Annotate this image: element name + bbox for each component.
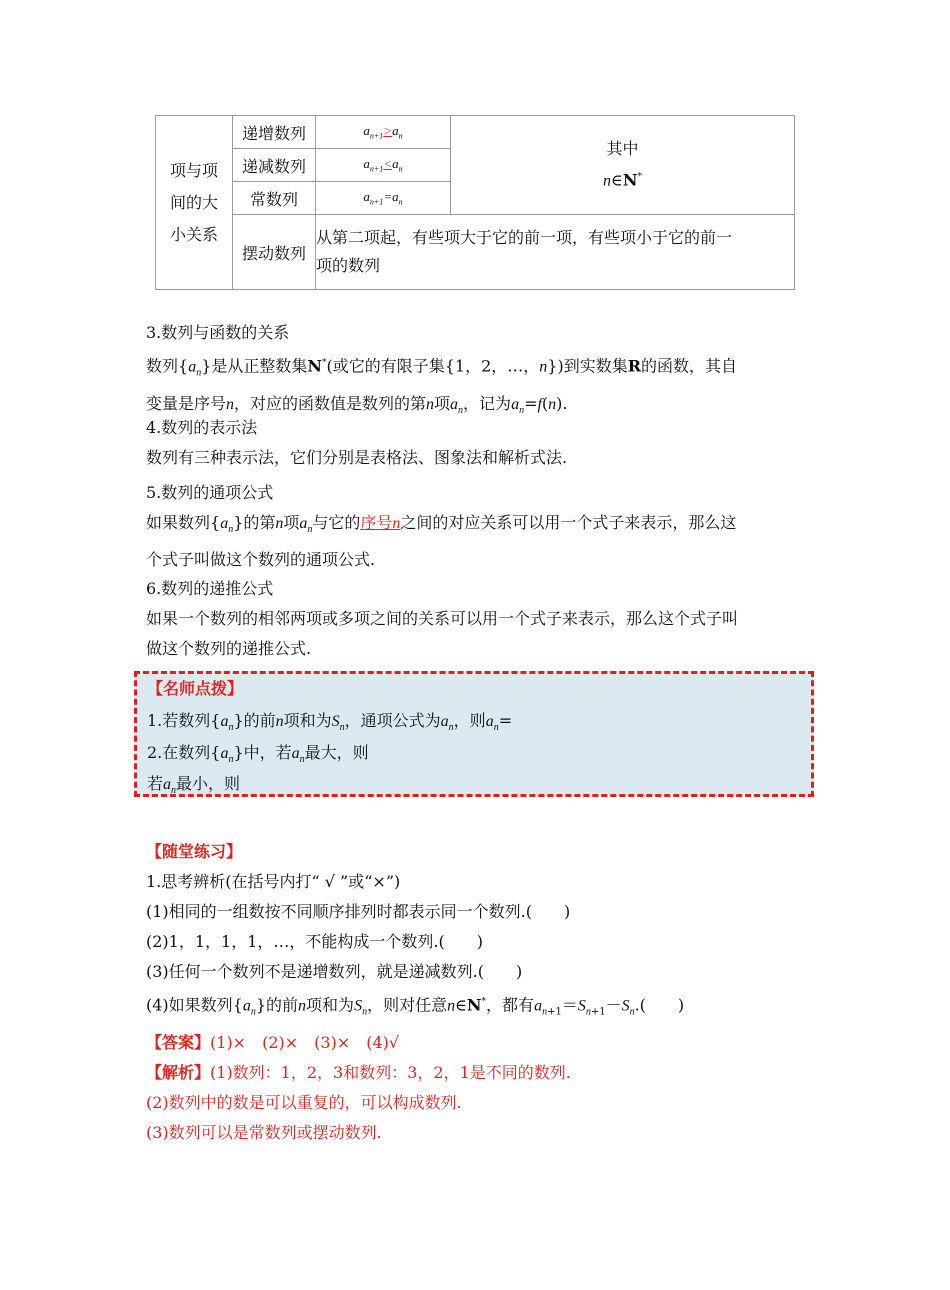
section-6-line-2: 做这个数列的递推公式. (146, 639, 312, 658)
section-6-line-1: 如果一个数列的相邻两项或多项之间的关系可以用一个式子来表示，那么这个式子叫 (146, 609, 739, 628)
row-name-increasing: 递增数列 (233, 116, 316, 149)
section-5-heading: 5.数列的通项公式 (146, 483, 274, 502)
practice-title: 【随堂练习】 (146, 842, 243, 861)
practice-question-2: (2)1，1，1，1，…，不能构成一个数列.( ) (146, 932, 483, 951)
tip-line-3: 若$a_n$最小，则 (147, 774, 241, 797)
analysis-line-3: (3)数列可以是常数列或摆动数列. (146, 1122, 382, 1142)
formula-constant: $a_{n+1}=a_n$ (316, 182, 451, 215)
practice-question-4: (4)如果数列$\{a_n\}$的前n项和为$S_n$，则对任意n∈N*，都有$a_{n+1}=S_{n+1}-S_n$.( ) (146, 995, 685, 1018)
section-4-heading: 4.数列的表示法 (146, 418, 258, 437)
section-4 (146, 413, 826, 473)
sequence-relation-table (155, 115, 795, 290)
section-3-line-1: 数列$\{a_n\}$是从正整数集N*(或它的有限子集{1，2，…，n})到实数集R的函数，其自 (146, 356, 738, 379)
row-name-decreasing: 递减数列 (233, 149, 316, 182)
formula-decreasing: $a_{n+1}<a_n$ (316, 149, 451, 182)
table-category-cell: 项与项 间的大 小关系 (156, 116, 233, 290)
section-5 (146, 478, 826, 575)
section-3 (146, 318, 826, 426)
analysis-line-1: 【解析】(1)数列：1，2，3和数列：3，2，1是不同的数列. (146, 1062, 571, 1082)
tip-line-1: 1.若数列$\{a_n\}$的前n项和为$S_n$，通项公式为$a_n$，则$a_n=$ (147, 711, 513, 734)
section-6 (146, 574, 826, 664)
section-5-line-1: 如果数列$\{a_n\}$的第n项$a_n$与它的序号n之间的对应关系可以用一个式子来表示，那么这 (146, 513, 737, 536)
section-6-heading: 6.数列的递推公式 (146, 579, 274, 598)
oscillating-description: 从第二项起，有些项大于它的前一项，有些项小于它的前一 项的数列 (316, 215, 795, 290)
practice-question-3: (3)任何一个数列不是递增数列，就是递减数列.( ) (146, 962, 523, 981)
practice-question-1: (1)相同的一组数按不同顺序排列时都表示同一个数列.( ) (146, 902, 571, 921)
section-3-line-2: 变量是序号n，对应的函数值是数列的第n项$a_n$，记为$a_n=f(n)$. (146, 393, 568, 416)
row-name-oscillating: 摆动数列 (233, 215, 316, 290)
tip-line-2: 2.在数列$\{a_n\}$中，若$a_n$最大，则 (147, 743, 369, 766)
practice-question-intro: 1.思考辨析(在括号内打“ √ ”或“×”) (146, 872, 401, 891)
teacher-tip-box (134, 671, 814, 797)
section-4-text: 数列有三种表示法，它们分别是表格法、图象法和解析式法. (146, 448, 568, 467)
table-note-cell: 其中 n∈N* (451, 116, 795, 215)
answer-line: 【答案】(1)× (2)× (3)× (4)√ (146, 1032, 400, 1052)
practice-section (146, 837, 826, 1148)
row-name-constant: 常数列 (233, 182, 316, 215)
section-5-line-2: 个式子叫做这个数列的通项公式. (146, 550, 376, 570)
formula-increasing: $a_{n+1}>a_n$ (316, 116, 451, 149)
tip-title: 【名师点拨】 (147, 679, 244, 698)
section-3-heading: 3.数列与函数的关系 (146, 323, 290, 342)
analysis-line-2: (2)数列中的数是可以重复的，可以构成数列. (146, 1092, 462, 1112)
